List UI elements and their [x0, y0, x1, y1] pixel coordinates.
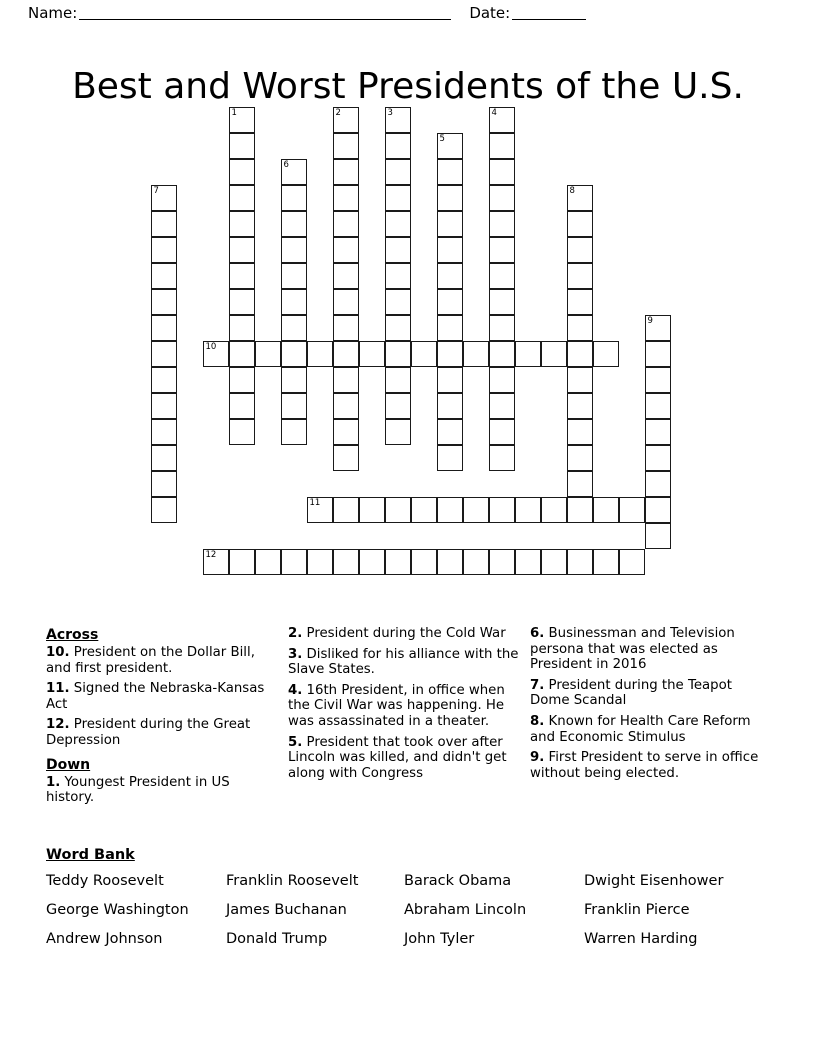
crossword-clue-number: 4: [491, 107, 497, 118]
crossword-cell[interactable]: [151, 497, 177, 523]
crossword-cell[interactable]: [437, 497, 463, 523]
crossword-cell[interactable]: [385, 419, 411, 445]
crossword-cell[interactable]: [333, 159, 359, 185]
crossword-cell[interactable]: [359, 341, 385, 367]
crossword-cell[interactable]: [489, 263, 515, 289]
crossword-clue-number: 10: [205, 341, 217, 352]
crossword-clue-number: 6: [283, 159, 289, 170]
crossword-cell[interactable]: [489, 393, 515, 419]
crossword-clue-number: 3: [387, 107, 393, 118]
crossword-cell[interactable]: [151, 237, 177, 263]
crossword-cell[interactable]: [645, 445, 671, 471]
crossword-cell[interactable]: [541, 549, 567, 575]
crossword-cell[interactable]: [463, 341, 489, 367]
crossword-cell[interactable]: [229, 549, 255, 575]
crossword-cell[interactable]: [281, 393, 307, 419]
crossword-cell[interactable]: [229, 315, 255, 341]
clue-text: Signed the Nebraska-Kansas Act: [46, 681, 265, 712]
crossword-cell[interactable]: [151, 185, 177, 211]
crossword-cell[interactable]: [307, 341, 333, 367]
crossword-cell[interactable]: [385, 237, 411, 263]
clue-number: 10.: [46, 645, 70, 660]
crossword-clue-number: 7: [153, 185, 159, 196]
crossword-cell[interactable]: [489, 419, 515, 445]
crossword-cell[interactable]: [645, 341, 671, 367]
crossword-cell[interactable]: [385, 211, 411, 237]
crossword-cell[interactable]: [489, 549, 515, 575]
crossword-cell[interactable]: [333, 185, 359, 211]
crossword-cell[interactable]: [567, 367, 593, 393]
crossword-cell[interactable]: [229, 341, 255, 367]
crossword-cell[interactable]: [489, 341, 515, 367]
crossword-cell[interactable]: [437, 315, 463, 341]
crossword-cell[interactable]: [619, 549, 645, 575]
crossword-cell[interactable]: [229, 159, 255, 185]
word-bank-heading: Word Bank: [46, 847, 135, 863]
crossword-cell[interactable]: [645, 315, 671, 341]
crossword-cell[interactable]: [281, 341, 307, 367]
crossword-cell[interactable]: [333, 393, 359, 419]
clue-text: President during the Teapot Dome Scandal: [530, 677, 732, 709]
crossword-cell[interactable]: [567, 289, 593, 315]
crossword-cell[interactable]: [645, 419, 671, 445]
crossword-cell[interactable]: [489, 107, 515, 133]
crossword-cell[interactable]: [333, 341, 359, 367]
crossword-cell[interactable]: [489, 133, 515, 159]
clue-text: President on the Dollar Bill, and first president.: [46, 645, 255, 676]
crossword-cell[interactable]: [281, 419, 307, 445]
crossword-cell[interactable]: [229, 289, 255, 315]
crossword-cell[interactable]: [385, 159, 411, 185]
crossword-cell[interactable]: [411, 549, 437, 575]
crossword-cell[interactable]: [645, 497, 671, 523]
crossword-cell[interactable]: [333, 133, 359, 159]
crossword-cell[interactable]: [385, 263, 411, 289]
crossword-cell[interactable]: [385, 133, 411, 159]
crossword-cell[interactable]: [151, 367, 177, 393]
crossword-cell[interactable]: [437, 211, 463, 237]
name-label: Name:: [28, 4, 78, 22]
crossword-clue-number: 2: [335, 107, 341, 118]
crossword-cell[interactable]: [437, 133, 463, 159]
crossword-cell[interactable]: [385, 393, 411, 419]
crossword-cell[interactable]: [359, 497, 385, 523]
clue-text: President during the Cold War: [306, 626, 506, 641]
crossword-cell[interactable]: [333, 263, 359, 289]
crossword-cell[interactable]: [281, 237, 307, 263]
clue-number: 4.: [288, 682, 303, 698]
crossword-cell[interactable]: [385, 367, 411, 393]
crossword-cell[interactable]: [645, 523, 671, 549]
crossword-cell[interactable]: [333, 289, 359, 315]
crossword-cell[interactable]: [489, 237, 515, 263]
crossword-cell[interactable]: [229, 393, 255, 419]
clue-text: 16th President, in office when the Civil War was happening. He was assassinated in a theater.: [288, 682, 505, 729]
crossword-cell[interactable]: [333, 445, 359, 471]
down-heading: Down: [46, 756, 91, 773]
crossword-cell[interactable]: [567, 445, 593, 471]
crossword-cell[interactable]: [645, 393, 671, 419]
clue-down-5: [288, 735, 521, 782]
crossword-cell[interactable]: [489, 367, 515, 393]
crossword-cell[interactable]: [567, 341, 593, 367]
crossword-clue-number: 8: [569, 185, 575, 196]
crossword-cell[interactable]: [489, 185, 515, 211]
word-bank-item: Teddy Roosevelt: [46, 873, 164, 889]
across-heading: Across: [46, 627, 99, 643]
clue-text: Youngest President in US history.: [46, 774, 230, 806]
crossword-cell[interactable]: [437, 393, 463, 419]
crossword-cell[interactable]: [151, 471, 177, 497]
clue-number: 11.: [46, 681, 70, 697]
crossword-cell[interactable]: [593, 341, 619, 367]
crossword-cell[interactable]: [307, 497, 333, 523]
crossword-cell[interactable]: [411, 497, 437, 523]
word-bank-item: Abraham Lincoln: [404, 902, 527, 918]
crossword-cell[interactable]: [567, 237, 593, 263]
crossword-cell[interactable]: [515, 497, 541, 523]
crossword-cell[interactable]: [489, 159, 515, 185]
crossword-cell[interactable]: [203, 341, 229, 367]
crossword-cell[interactable]: [281, 315, 307, 341]
crossword-cell[interactable]: [385, 107, 411, 133]
crossword-cell[interactable]: [385, 549, 411, 575]
clue-down-4: [288, 683, 521, 730]
crossword-clue-number: 9: [647, 315, 653, 326]
crossword-cell[interactable]: [541, 497, 567, 523]
clue-text: President that took over after Lincoln was killed, and didn't get along with Congress: [288, 734, 507, 781]
crossword-cell[interactable]: [151, 315, 177, 341]
clue-down-9: [530, 750, 770, 781]
crossword-cell[interactable]: [359, 549, 385, 575]
word-bank-item: John Tyler: [404, 931, 475, 947]
clue-column-2: [288, 626, 521, 786]
crossword-cell[interactable]: [437, 549, 463, 575]
word-bank-item: Donald Trump: [226, 931, 328, 947]
crossword-cell[interactable]: [437, 185, 463, 211]
crossword-cell[interactable]: [333, 211, 359, 237]
word-bank-item: Andrew Johnson: [46, 931, 163, 947]
word-bank-item: George Washington: [46, 902, 189, 918]
clue-down-8: [530, 714, 770, 745]
clue-across-10: [46, 645, 272, 676]
crossword-cell[interactable]: [229, 185, 255, 211]
crossword-cell[interactable]: [489, 315, 515, 341]
clue-number: 9.: [530, 750, 545, 766]
clue-down-1: [46, 775, 272, 806]
crossword-cell[interactable]: [229, 133, 255, 159]
crossword-cell[interactable]: [567, 263, 593, 289]
crossword-cell[interactable]: [489, 289, 515, 315]
crossword-cell[interactable]: [385, 289, 411, 315]
clue-down-3: [288, 647, 521, 678]
clue-down-7: [530, 678, 770, 709]
crossword-cell[interactable]: [619, 497, 645, 523]
crossword-cell[interactable]: [255, 341, 281, 367]
crossword-cell[interactable]: [593, 549, 619, 575]
crossword-cell[interactable]: [567, 471, 593, 497]
crossword-cell[interactable]: [411, 341, 437, 367]
crossword-cell[interactable]: [151, 419, 177, 445]
word-bank-item: Franklin Pierce: [584, 902, 690, 918]
crossword-cell[interactable]: [385, 185, 411, 211]
page-title: Best and Worst Presidents of the U.S.: [72, 66, 744, 108]
clue-number: 8.: [530, 713, 545, 729]
crossword-cell[interactable]: [333, 549, 359, 575]
crossword-cell[interactable]: [333, 107, 359, 133]
crossword-cell[interactable]: [567, 497, 593, 523]
crossword-cell[interactable]: [645, 471, 671, 497]
crossword-cell[interactable]: [281, 185, 307, 211]
crossword-cell[interactable]: [567, 211, 593, 237]
clue-number: 1.: [46, 774, 61, 790]
clue-across-12: [46, 717, 272, 748]
crossword-cell[interactable]: [463, 497, 489, 523]
crossword-cell[interactable]: [437, 289, 463, 315]
crossword-cell[interactable]: [437, 341, 463, 367]
word-bank-item: James Buchanan: [226, 902, 347, 918]
clue-column-3: [530, 626, 770, 786]
crossword-clue-number: 12: [205, 549, 217, 560]
crossword-cell[interactable]: [151, 341, 177, 367]
word-bank-item: Franklin Roosevelt: [226, 873, 359, 889]
crossword-cell[interactable]: [151, 393, 177, 419]
crossword-cell[interactable]: [255, 549, 281, 575]
crossword-cell[interactable]: [463, 549, 489, 575]
crossword-cell[interactable]: [437, 419, 463, 445]
crossword-cell[interactable]: [333, 497, 359, 523]
crossword-clue-number: 5: [439, 133, 445, 144]
crossword-cell[interactable]: [151, 289, 177, 315]
clue-text: Businessman and Television persona that was elected as President in 2016: [530, 626, 735, 673]
clue-number: 6.: [530, 626, 545, 641]
clues-section: [46, 626, 770, 831]
clue-text: Known for Health Care Reform and Economic Stimulus: [530, 713, 751, 745]
crossword-cell[interactable]: [385, 497, 411, 523]
crossword-cell[interactable]: [281, 263, 307, 289]
crossword-cell[interactable]: [281, 289, 307, 315]
crossword-cell[interactable]: [281, 159, 307, 185]
word-bank-item: Barack Obama: [404, 873, 512, 889]
crossword-cell[interactable]: [281, 367, 307, 393]
crossword-cell[interactable]: [515, 549, 541, 575]
crossword-cell[interactable]: [437, 159, 463, 185]
crossword-cell[interactable]: [151, 263, 177, 289]
crossword-cell[interactable]: [151, 211, 177, 237]
clue-across-11: [46, 681, 272, 712]
crossword-cell[interactable]: [645, 367, 671, 393]
clue-column-1: [46, 626, 272, 811]
crossword-cell[interactable]: [151, 445, 177, 471]
crossword-cell[interactable]: [567, 185, 593, 211]
clue-number: 2.: [288, 626, 303, 641]
clue-number: 5.: [288, 734, 303, 750]
crossword-cell[interactable]: [515, 341, 541, 367]
crossword-cell[interactable]: [489, 497, 515, 523]
crossword-cell[interactable]: [489, 211, 515, 237]
word-bank-item: Dwight Eisenhower: [584, 873, 724, 889]
crossword-cell[interactable]: [437, 237, 463, 263]
crossword-cell[interactable]: [437, 263, 463, 289]
crossword-cell[interactable]: [229, 367, 255, 393]
clue-number: 3.: [288, 646, 303, 662]
crossword-cell[interactable]: [489, 445, 515, 471]
clue-text: President during the Great Depression: [46, 717, 251, 748]
crossword-cell[interactable]: [229, 263, 255, 289]
crossword-cell[interactable]: [229, 211, 255, 237]
crossword-cell[interactable]: [567, 315, 593, 341]
crossword-cell[interactable]: [229, 237, 255, 263]
crossword-cell[interactable]: [281, 549, 307, 575]
crossword-cell[interactable]: [437, 445, 463, 471]
crossword-cell[interactable]: [567, 393, 593, 419]
crossword-cell[interactable]: [333, 237, 359, 263]
date-label: Date:: [469, 4, 511, 22]
crossword-clue-number: 11: [309, 497, 321, 508]
crossword-cell[interactable]: [333, 315, 359, 341]
crossword-cell[interactable]: [307, 549, 333, 575]
crossword-cell[interactable]: [203, 549, 229, 575]
word-bank-item: Warren Harding: [584, 931, 698, 947]
word-bank-section: [46, 845, 776, 949]
clue-number: 12.: [46, 717, 70, 733]
crossword-cell[interactable]: [567, 549, 593, 575]
word-bank-list: [46, 872, 776, 949]
crossword-cell[interactable]: [541, 341, 567, 367]
crossword-cell[interactable]: [333, 367, 359, 393]
clue-number: 7.: [530, 677, 545, 693]
crossword-cell[interactable]: [437, 367, 463, 393]
crossword-cell[interactable]: [281, 211, 307, 237]
clue-text: First President to serve in office without being elected.: [530, 750, 759, 781]
crossword-cell[interactable]: [229, 419, 255, 445]
crossword-clue-number: 1: [231, 107, 237, 118]
crossword-cell[interactable]: [229, 107, 255, 133]
clue-down-6: [530, 626, 770, 673]
crossword-cell[interactable]: [593, 497, 619, 523]
crossword-cell[interactable]: [567, 419, 593, 445]
clue-down-2: [288, 626, 521, 642]
crossword-cell[interactable]: [385, 315, 411, 341]
crossword-cell[interactable]: [333, 419, 359, 445]
clue-text: Disliked for his alliance with the Slave States.: [288, 646, 519, 678]
crossword-cell[interactable]: [385, 341, 411, 367]
